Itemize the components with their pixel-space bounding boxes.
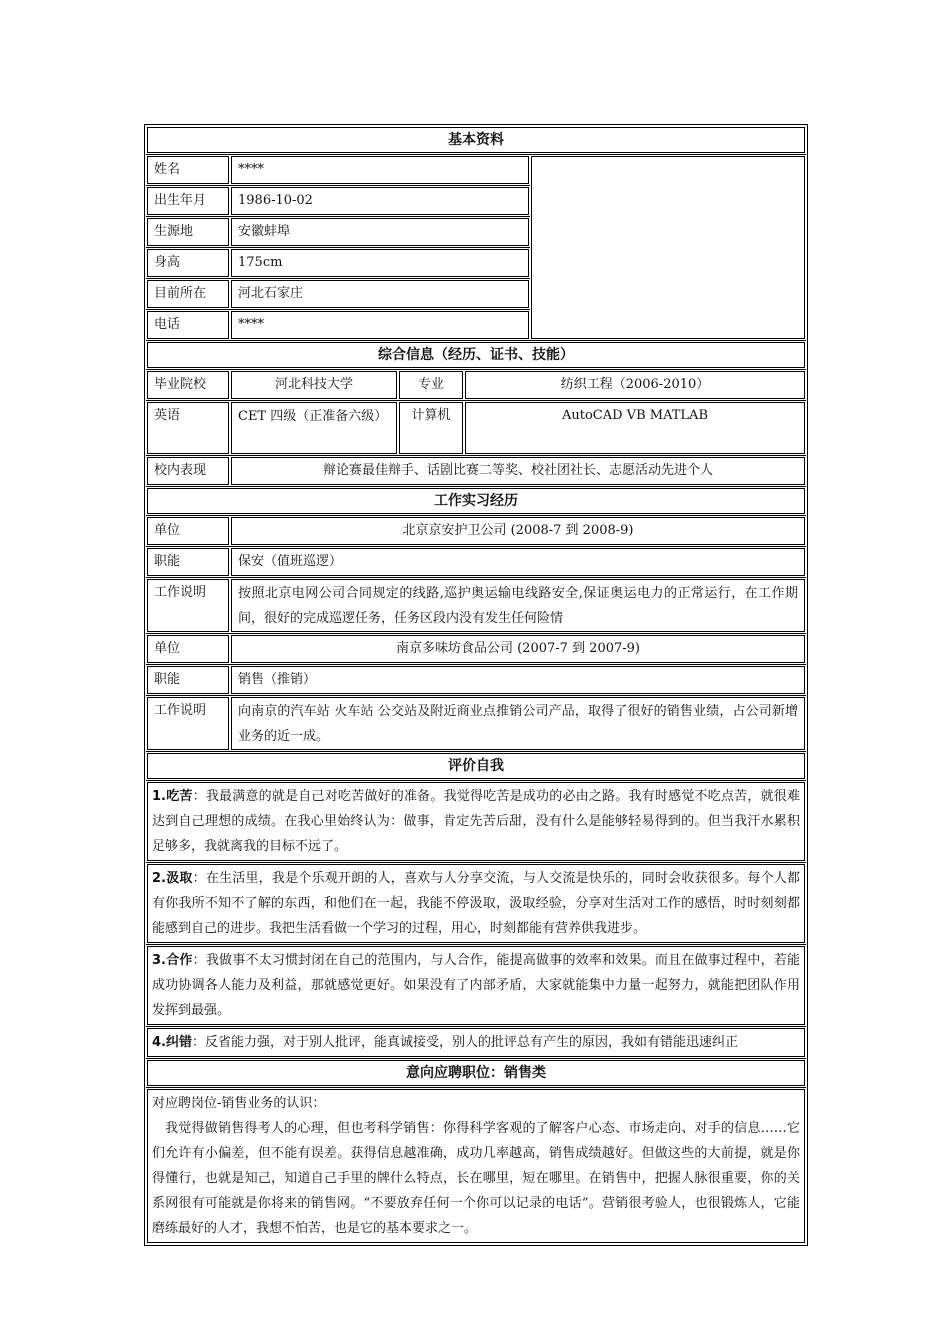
campus-value: 辩论赛最佳辩手、话剧比赛二等奖、校社团社长、志愿活动先进个人 xyxy=(231,457,805,485)
section-header-intent xyxy=(146,1059,806,1088)
self-item-2-body: ：在生活里，我是个乐观开朗的人，喜欢与人分享交流，与人交流是快乐的，同时会收获很多。每个人都有你我所不知不了解的东西，和他们在一起，我能不停汲取，汲取经验，分享对生活对工作的感悟，时时刻刻都能感到自己的进步。我把生活看做一个学习的过程，用心，时刻都能有营养供我进步。 xyxy=(152,871,800,936)
self-item-4-body: ：反省能力强，对于别人批评，能真诚接受，别人的批评总有产生的原因，我如有错能迅速纠正 xyxy=(191,1035,738,1050)
origin-value: 安徽蚌埠 xyxy=(231,218,529,246)
section-header-self xyxy=(146,752,806,781)
general-title: 综合信息（经历、证书、技能） xyxy=(147,342,805,368)
intent-intro: 对应聘岗位-销售业务的认识： xyxy=(152,1096,326,1111)
location-value: 河北石家庄 xyxy=(231,280,529,308)
job-1-desc-row xyxy=(146,578,806,634)
self-item-3-text xyxy=(147,946,805,1025)
basic-info-grid xyxy=(146,155,806,341)
job-1-unit-label: 单位 xyxy=(147,517,229,545)
campus-label: 校内表现 xyxy=(147,457,229,485)
work-title: 工作实习经历 xyxy=(147,488,805,514)
birth-value: 1986-10-02 xyxy=(231,187,529,215)
basic-title: 基本资料 xyxy=(147,127,805,153)
job-1-role: 保安（值班巡逻） xyxy=(231,548,805,576)
basic-row-phone xyxy=(146,310,530,340)
self-item-2 xyxy=(146,863,806,945)
job-2-desc-label: 工作说明 xyxy=(147,697,229,750)
major-label: 专业 xyxy=(399,371,463,399)
self-item-4 xyxy=(146,1027,806,1059)
section-header-basic xyxy=(146,126,806,155)
job-2-role-label: 职能 xyxy=(147,666,229,694)
phone-label: 电话 xyxy=(147,311,229,339)
resume-table xyxy=(144,124,808,1246)
height-label: 身高 xyxy=(147,249,229,277)
self-item-3-head: 3.合作 xyxy=(152,953,193,968)
section-header-work xyxy=(146,487,806,516)
basic-row-birth xyxy=(146,186,530,217)
campus-row xyxy=(146,456,806,487)
photo-placeholder xyxy=(531,156,805,339)
basic-row-height xyxy=(146,248,530,279)
school-row xyxy=(146,370,806,401)
self-item-1 xyxy=(146,781,806,863)
self-item-4-text xyxy=(147,1028,805,1057)
self-item-2-head: 2.汲取 xyxy=(152,871,193,886)
self-item-4-head: 4.纠错 xyxy=(152,1035,192,1050)
self-item-1-text xyxy=(147,782,805,861)
job-2-unit-row xyxy=(146,634,806,665)
job-1-desc: 按照北京电网公司合同规定的线路,巡护奥运输电线路安全,保证奥运电力的正常运行，在工作期间，很好的完成巡逻任务，任务区段内没有发生任何险情 xyxy=(231,579,805,632)
basic-row-origin xyxy=(146,217,530,248)
job-2-desc-row xyxy=(146,696,806,752)
intent-content xyxy=(146,1088,806,1244)
intent-body: 我觉得做销售得考人的心理，但也考科学销售：你得科学客观的了解客户心态、市场走向、对手的信息……它们允许有小偏差，但不能有误差。获得信息越准确，成功几率越高，销售成绩越好。但做这些的大前提，就是你得懂行，也就是知己，知道自己手里的牌什么特点，长在哪里，短在哪里。在销售中，把握人脉很重要，你的关系网很有可能就是你将来的销售网。“不要放弃任何一个你可以记录的电话”。营销很考验人，也很锻炼人，它能磨练最好的人才，我想不怕苦，也是它的基本要求之一。 xyxy=(152,1121,800,1236)
self-title: 评价自我 xyxy=(147,753,805,779)
self-item-1-body: ：我最满意的就是自己对吃苦做好的准备。我觉得吃苦是成功的必由之路。我有时感觉不吃点苦，就很难达到自己理想的成绩。在我心里始终认为：做事，肯定先苦后甜，没有什么是能够轻易得到的。但当我汗水累积足够多，我就离我的目标不远了。 xyxy=(152,789,800,854)
skills-row xyxy=(146,401,806,456)
birth-label: 出生年月 xyxy=(147,187,229,215)
intent-text xyxy=(147,1089,805,1243)
school-label: 毕业院校 xyxy=(147,371,229,399)
job-1-desc-label: 工作说明 xyxy=(147,579,229,632)
job-2-role-row xyxy=(146,665,806,696)
phone-value: **** xyxy=(231,311,529,339)
basic-fields xyxy=(146,155,530,340)
basic-row-name xyxy=(146,155,530,186)
name-value: **** xyxy=(231,156,529,184)
self-item-3-body: ：我做事不太习惯封闭在自己的范围内，与人合作，能提高做事的效率和效果。而且在做事过程中，若能成功协调各人能力及利益，那就感觉更好。如果没有了内部矛盾，大家就能集中力量一起努力，就能把团队作用发挥到最强。 xyxy=(152,953,800,1018)
job-2-unit: 南京多味坊食品公司 (2007-7 到 2007-9) xyxy=(231,635,805,663)
job-1-role-row xyxy=(146,547,806,578)
school-value: 河北科技大学 xyxy=(231,371,397,399)
intent-title: 意向应聘职位：销售类 xyxy=(147,1060,805,1086)
job-1-unit-row xyxy=(146,516,806,547)
major-value: 纺织工程（2006-2010） xyxy=(465,371,805,399)
origin-label: 生源地 xyxy=(147,218,229,246)
computer-label: 计算机 xyxy=(399,402,463,454)
name-label: 姓名 xyxy=(147,156,229,184)
job-2-unit-label: 单位 xyxy=(147,635,229,663)
location-label: 目前所在 xyxy=(147,280,229,308)
job-2-desc: 向南京的汽车站 火车站 公交站及附近商业点推销公司产品，取得了很好的销售业绩，占公司新增业务的近一成。 xyxy=(231,697,805,750)
job-1-unit: 北京京安护卫公司 (2008-7 到 2008-9) xyxy=(231,517,805,545)
self-item-1-head: 1.吃苦 xyxy=(152,789,193,804)
self-item-3 xyxy=(146,945,806,1027)
section-header-general xyxy=(146,341,806,370)
english-label: 英语 xyxy=(147,402,229,454)
computer-value: AutoCAD VB MATLAB xyxy=(465,402,805,454)
job-2-role: 销售（推销） xyxy=(231,666,805,694)
job-1-role-label: 职能 xyxy=(147,548,229,576)
basic-row-location xyxy=(146,279,530,310)
self-item-2-text xyxy=(147,864,805,943)
english-value: CET 四级（正准备六级） xyxy=(231,402,397,454)
height-value: 175cm xyxy=(231,249,529,277)
